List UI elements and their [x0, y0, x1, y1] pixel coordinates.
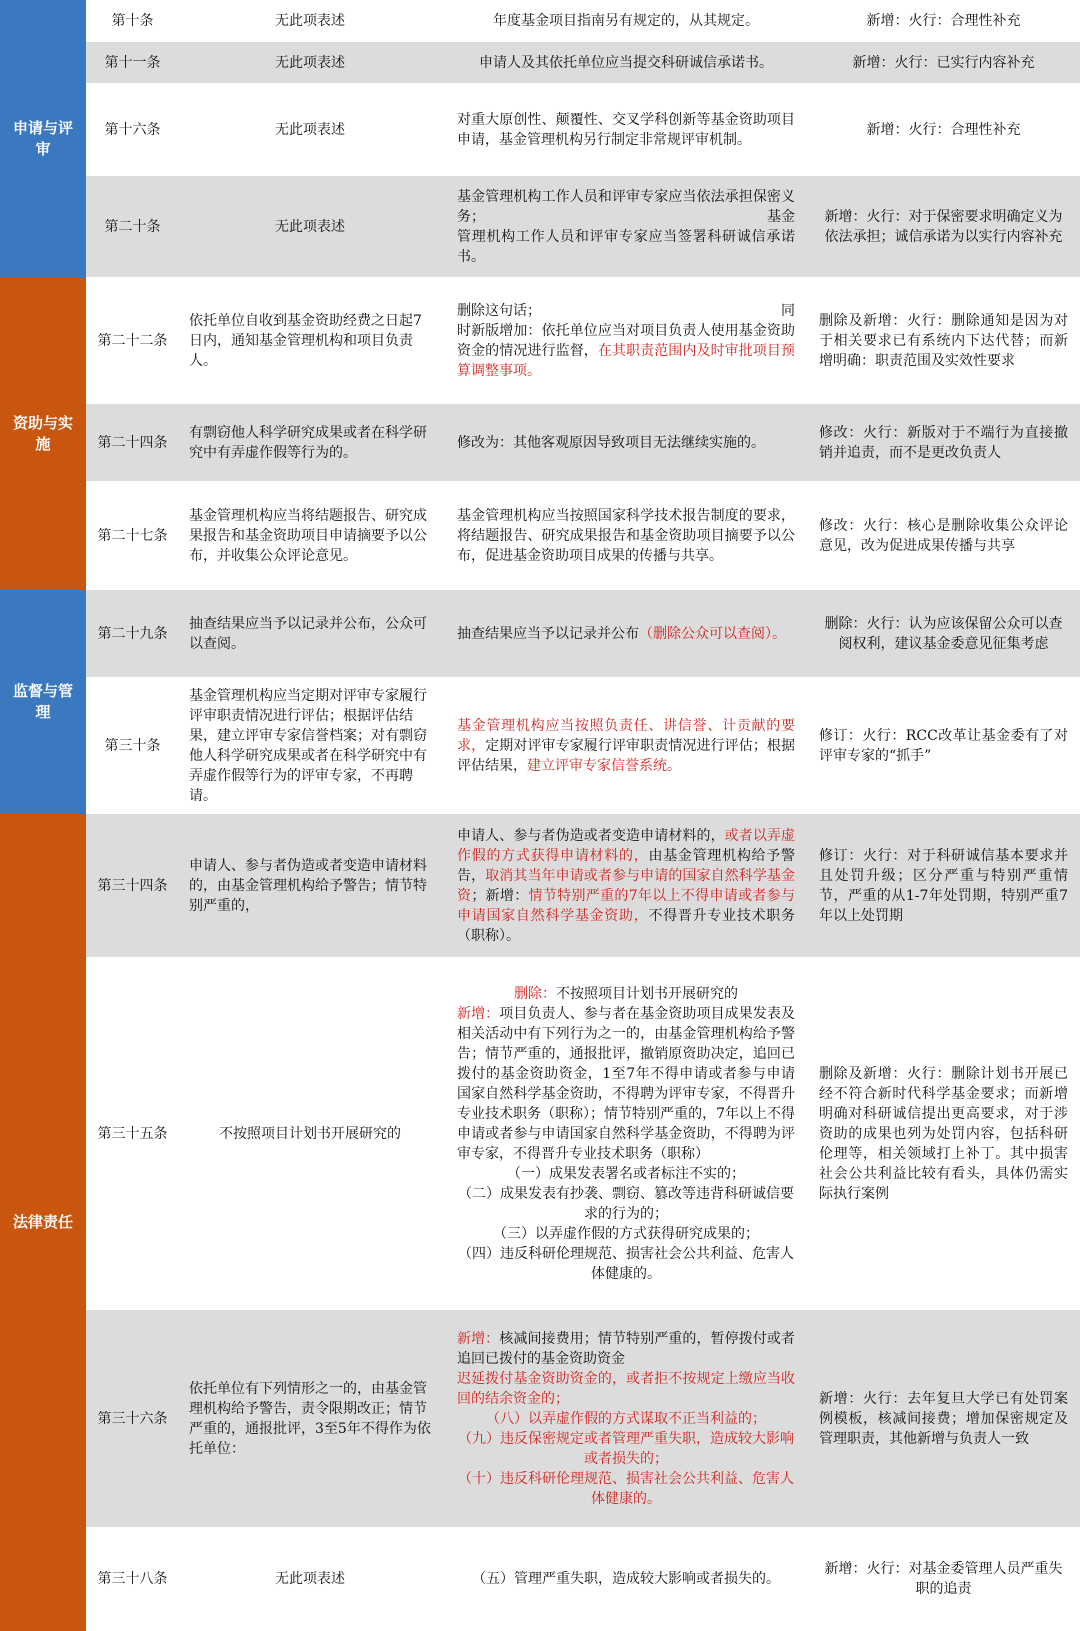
table-row — [86, 278, 1080, 404]
add-paragraph — [457, 1329, 795, 1369]
article-number: 第三十八条 — [97, 1571, 168, 1587]
comment-text: 新增：火行：合理性补充 — [866, 121, 1021, 138]
delete-text: 不按照项目计划书开展研究的 — [556, 985, 738, 1002]
new-text: 申请人及其依托单位应当提交科研诚信承诺书。 — [479, 54, 773, 71]
add-paragraph — [457, 1004, 795, 1164]
new-text — [441, 590, 811, 677]
old-text — [179, 1310, 441, 1527]
comment-text — [811, 404, 1080, 481]
list-item: （九）违反保密规定或者管理严重失职，造成较大影响或者损失的； — [458, 1430, 794, 1467]
table-row — [86, 42, 1080, 84]
new-text — [441, 958, 811, 1309]
table-row — [86, 176, 1080, 278]
article-number: 第二十四条 — [97, 434, 168, 451]
table-row — [86, 1310, 1080, 1528]
table-row — [86, 0, 1080, 42]
old-text-body: 抽查结果应当予以记录并公布，公众可以查阅。 — [189, 615, 427, 652]
new-text-highlight: 在其职责范围内及时审批项目预算调整事项。 — [457, 342, 796, 379]
old-text-body: 基金管理机构应当定期对评审专家履行评审职责情况进行评估；根据评估结果，建立评审专家信誉档案；对有剽窃他人科学研究成果或者在科学研究中有弄虚作假等行为的评审专家，不再聘请。 — [189, 687, 427, 804]
comment-body: 删除及新增：火行：删除通知是因为对于相关要求已有系统内下达代替；而新增明确：职责范围及实效性要求 — [819, 312, 1068, 369]
old-text — [179, 678, 441, 813]
article-number: 第三十四条 — [97, 877, 168, 894]
new-text — [441, 278, 811, 403]
new-text-body: 对重大原创性、颠覆性、交叉学科创新等基金资助项目申请，基金管理机构另行制定非常规评审机制。 — [457, 111, 795, 148]
new-text-part: 由基金管理机构给予警告， — [457, 847, 796, 884]
comment-text: 删除：火行：认为应该保留公众可以查阅权利，建议基金委意见征集考虑 — [824, 615, 1063, 652]
table-row — [86, 958, 1080, 1310]
new-text-part: ； — [471, 887, 486, 904]
list-item: （二）成果发表有抄袭、剽窃、篡改等违背科研诚信要求的行为的； — [458, 1185, 794, 1222]
old-text: 不按照项目计划书开展研究的 — [219, 1125, 401, 1142]
list-item: （三）以弄虚作假的方式获得研究成果的； — [493, 1225, 759, 1242]
section-label-text: 申请与评审 — [12, 119, 73, 158]
new-text — [441, 404, 811, 481]
article-number: 第二十二条 — [97, 332, 168, 349]
old-text-body: 申请人、参与者伪造或者变造申请材料的，由基金管理机构给予警告；情节特别严重的， — [189, 857, 427, 914]
table-row — [86, 590, 1080, 678]
delete-line — [457, 984, 795, 1004]
old-text — [179, 590, 441, 677]
new-text-highlight: 情节特别严重的7年以上不得申请或者参与申请国家自然科学基金资助， — [457, 887, 796, 924]
new-text-line — [457, 321, 795, 381]
new-text-part: 不得晋升专业技术职务（职称）。 — [457, 907, 796, 944]
comment-text — [811, 278, 1080, 403]
old-text — [179, 482, 441, 589]
new-text-part: 基金 — [767, 208, 795, 225]
table-row — [86, 84, 1080, 176]
new-text-highlight: 基金管理机构应当按照负责任、讲信誉、计贡献的要求， — [457, 717, 795, 754]
article-number: 第三十条 — [104, 737, 161, 754]
old-text-body: 有剽窃他人科学研究成果或者在科学研究中有弄虚作假等行为的。 — [189, 424, 427, 461]
new-text-part: 管理机构工作人员和评审专家应当签署科研诚信承诺书。 — [457, 228, 795, 265]
add-text: 项目负责人、参与者在基金资助项目成果发表及相关活动中有下列行为之一的，由基金管理机构给予警告；情节严重的，通报批评，撤销原资助决定，追回已拨付的基金资助资金，1至7年不得申请或者参与申请国家自然科学基金资助，不得聘为评审专家，不得晋升专业技术职务（职称）；情节特别严重的，7年以上不得申请或者参与申请国家自然科学基金资助，不得聘为评审专家，不得晋升专业技术职务（职称） — [457, 1005, 796, 1162]
table-row — [86, 678, 1080, 814]
old-text: 无此项表述 — [275, 54, 345, 71]
article-number: 第二十九条 — [97, 625, 168, 642]
new-text-highlight: 建立评审专家信誉系统。 — [527, 757, 681, 774]
list-item: （四）违反科研伦理规范、损害社会公共利益、危害人体健康的。 — [458, 1245, 794, 1282]
section-label-text: 资助与实施 — [12, 414, 73, 453]
new-text-part: 基金管理机构工作人员和评审专家应当依法承担保密义务； — [457, 188, 795, 225]
list-item: （十）违反科研伦理规范、损害社会公共利益、危害人体健康的。 — [458, 1470, 794, 1507]
section-label-application — [0, 0, 86, 278]
section-label-legal — [0, 814, 86, 1631]
comment-body: 新增：火行：去年复旦大学已有处罚案例模板，核减间接费；增加保密规定及管理职责，其他新增与负责人一致 — [819, 1390, 1068, 1447]
comment-text — [811, 958, 1080, 1309]
old-text-body: 依托单位自收到基金资助经费之日起7日内，通知基金管理机构和项目负责人。 — [189, 312, 422, 369]
new-text-part: 删除这句话； — [457, 302, 541, 319]
comment-text: 新增：火行：已实行内容补充 — [852, 54, 1035, 71]
table-row — [86, 482, 1080, 590]
new-text: （五）管理严重失职，造成较大影响或者损失的。 — [472, 1571, 780, 1587]
old-text-body: 基金管理机构应当将结题报告、研究成果报告和基金资助项目申请摘要予以公布，并收集公众评论意见。 — [189, 507, 427, 564]
article-number: 第三十五条 — [97, 1125, 168, 1142]
old-text: 无此项表述 — [275, 12, 345, 29]
list-item: （一）成果发表署名或者标注不实的； — [507, 1165, 745, 1182]
new-text — [441, 814, 811, 957]
new-text — [441, 176, 811, 277]
add-text: 核减间接费用；情节特别严重的，暂停拨付或者追回已拨付的基金资助资金 — [457, 1330, 796, 1367]
new-text-highlight: 取消其当年申请或者参与申请的国家自然科学基金资 — [457, 867, 796, 904]
new-text: 年度基金项目指南另有规定的，从其规定。 — [493, 12, 759, 29]
section-label-text: 法律责任 — [12, 1213, 73, 1231]
new-text — [441, 84, 811, 175]
article-number: 第三十六条 — [97, 1410, 168, 1427]
new-text-highlight: 迟延拨付基金资助资金的，或者拒不按规定上缴应当收回的结余资金的； — [457, 1370, 795, 1407]
comment-body: 删除及新增：火行：删除计划书开展已经不符合新时代科学基金要求；而新增明确对科研诚信提出更高要求，对于涉资助的成果也列为处罚内容，包括科研伦理等，相关领域打上补丁。其中损害社会公共利益比较有看头，具体仍需实际执行案例 — [819, 1065, 1068, 1202]
section-label-supervision — [0, 590, 86, 814]
comment-text: 新增：火行：对于保密要求明确定义为依法承担；诚信承诺为以实行内容补充 — [824, 208, 1063, 245]
new-text-part: 申请人、参与者伪造或者变造申请材料的， — [457, 827, 725, 844]
comment-text: 新增：火行：合理性补充 — [866, 12, 1021, 29]
article-number: 第二十条 — [104, 218, 161, 235]
new-text-part: 新增： — [485, 887, 529, 904]
article-number: 第十六条 — [104, 121, 161, 138]
new-text-body: 基金管理机构应当按照国家科学技术报告制度的要求，将结题报告、研究成果报告和基金资助项目摘要予以公布，促进基金资助项目成果的传播与共享。 — [457, 507, 795, 564]
article-number: 第十条 — [111, 12, 154, 29]
new-text — [441, 678, 811, 813]
section-label-funding — [0, 278, 86, 590]
table-row — [86, 1528, 1080, 1631]
new-text-part: 同 — [781, 302, 795, 319]
new-text-part: 定期对评审专家履行评审职责情况进行评估；根据评估结果， — [457, 737, 796, 774]
new-text-part: 时新版增加：依托单位应当对项目负责人使用基金资助资金的情况进行监督， — [457, 322, 795, 359]
new-text-highlight: 或者以弄虚作假的方式获得申请材料的， — [457, 827, 796, 864]
old-text — [179, 404, 441, 481]
old-text: 无此项表述 — [275, 218, 345, 235]
comment-text — [811, 814, 1080, 957]
article-number: 第二十七条 — [97, 527, 168, 544]
comment-body: 修订：火行：RCC改革让基金委有了对评审专家的“抓手” — [819, 727, 1068, 764]
add-label: 新增： — [457, 1005, 500, 1022]
section-label-text: 监督与管理 — [12, 682, 73, 721]
old-text: 无此项表述 — [275, 121, 345, 138]
comment-body: 修订：火行：对于科研诚信基本要求并且处罚升级；区分严重与特别严重情节，严重的从1-7年处罚期，特别严重7年以上处罚期 — [819, 847, 1068, 924]
article-number: 第十一条 — [104, 54, 161, 71]
comment-body: 修改：火行：新版对于不端行为直接撤销并追责，而不是更改负责人 — [819, 424, 1068, 461]
comment-text: 新增：火行：对基金委管理人员严重失职的追责 — [824, 1561, 1063, 1597]
new-text — [441, 1310, 811, 1527]
new-text-body: 修改为：其他客观原因导致项目无法继续实施的。 — [457, 434, 765, 451]
old-text — [179, 814, 441, 957]
old-text-body: 依托单位有下列情形之一的，由基金管理机构给予警告，责令限期改正；情节严重的，通报批评，3至5年不得作为依托单位： — [189, 1380, 431, 1457]
delete-label: 删除： — [514, 985, 556, 1002]
new-text-part: 抽查结果应当予以记录并公布 — [457, 625, 639, 642]
comment-text — [811, 1310, 1080, 1527]
comment-text — [811, 482, 1080, 589]
new-text — [441, 482, 811, 589]
old-text — [179, 278, 441, 403]
comment-body: 修改：火行：核心是删除收集公众评论意见，改为促进成果传播与共享 — [819, 517, 1068, 554]
old-text: 无此项表述 — [275, 1571, 345, 1587]
comment-text — [811, 678, 1080, 813]
new-text-highlight: （删除公众可以查阅）。 — [639, 625, 786, 642]
table-row — [86, 814, 1080, 958]
list-item: （八）以弄虚作假的方式谋取不正当利益的； — [486, 1410, 766, 1427]
table-row — [86, 404, 1080, 482]
add-label: 新增： — [457, 1330, 500, 1347]
